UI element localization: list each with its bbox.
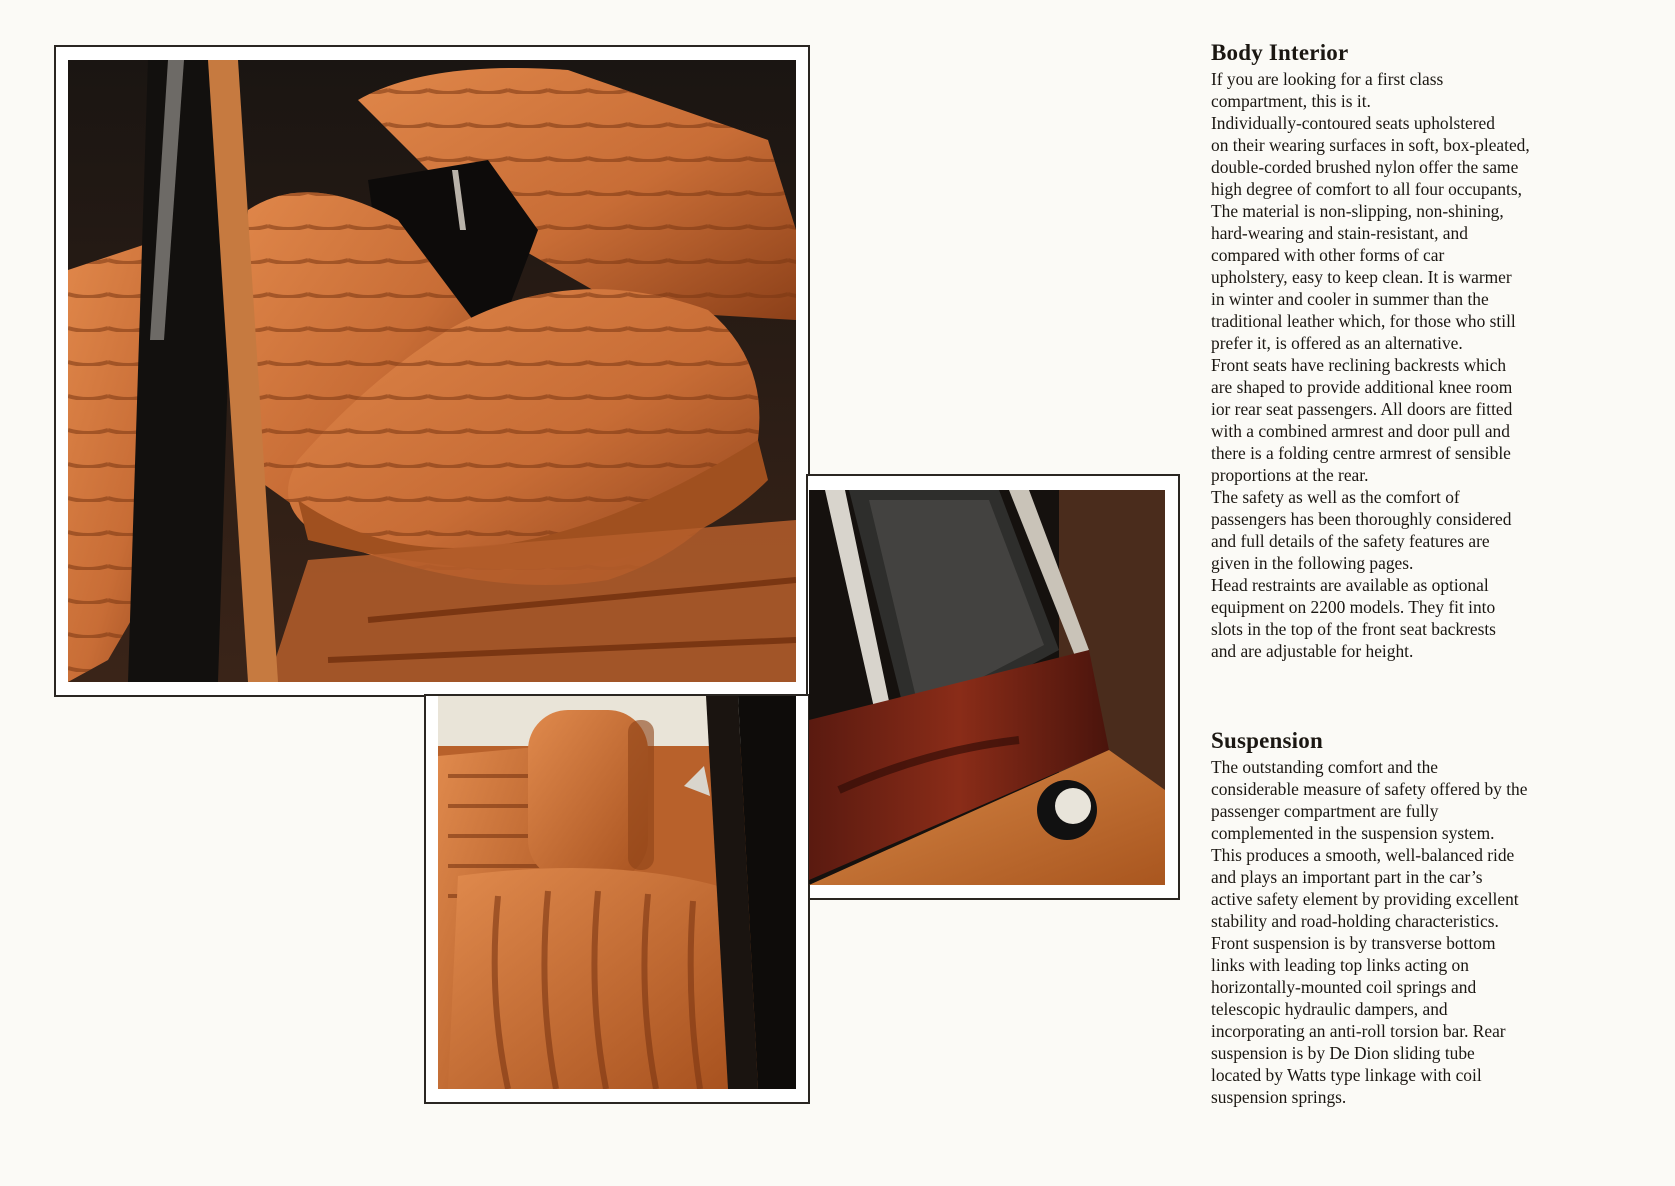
text-line: given in the following pages.	[1211, 553, 1414, 573]
text-line: Head restraints are available as optional	[1211, 575, 1489, 595]
text-line: traditional leather which, for those who still	[1211, 311, 1516, 331]
text-line: considerable measure of safety offered by the	[1211, 779, 1528, 799]
body-interior-heading: Body Interior	[1211, 40, 1349, 65]
text-line: suspension is by De Dion sliding tube	[1211, 1043, 1475, 1063]
text-line: links with leading top links acting on	[1211, 955, 1469, 975]
text-line: complemented in the suspension system.	[1211, 823, 1495, 843]
body-interior-text	[1211, 68, 1631, 662]
text-line: high degree of comfort to all four occupants,	[1211, 179, 1522, 199]
suspension-heading: Suspension	[1211, 728, 1323, 753]
text-line: double-corded brushed nylon offer the same	[1211, 157, 1519, 177]
rear-seat-photo	[438, 696, 796, 1089]
text-line: This produces a smooth, well-balanced ride	[1211, 845, 1515, 865]
text-line: with a combined armrest and door pull and	[1211, 421, 1510, 441]
text-line: The material is non-slipping, non-shining,	[1211, 201, 1504, 221]
text-line: on their wearing surfaces in soft, box-pleated,	[1211, 135, 1530, 155]
text-line: The safety as well as the comfort of	[1211, 487, 1460, 507]
text-line: upholstery, easy to keep clean. It is warmer	[1211, 267, 1512, 287]
text-line: compartment, this is it.	[1211, 91, 1371, 111]
text-line: slots in the top of the front seat backrests	[1211, 619, 1496, 639]
text-line: If you are looking for a first class	[1211, 69, 1444, 89]
text-line: and plays an important part in the car’s	[1211, 867, 1483, 887]
body-interior-section	[1211, 40, 1631, 662]
text-line: in winter and cooler in summer than the	[1211, 289, 1489, 309]
text-line: are shaped to provide additional knee room	[1211, 377, 1513, 397]
text-line: located by Watts type linkage with coil	[1211, 1065, 1482, 1085]
text-line: proportions at the rear.	[1211, 465, 1369, 485]
text-line: stability and road-holding characteristics.	[1211, 911, 1499, 931]
text-line: ior rear seat passengers. All doors are fitted	[1211, 399, 1513, 419]
text-line: and are adjustable for height.	[1211, 641, 1414, 661]
text-line: there is a folding centre armrest of sensible	[1211, 443, 1511, 463]
text-line: Individually-contoured seats upholstered	[1211, 113, 1495, 133]
text-line: The outstanding comfort and the	[1211, 757, 1438, 777]
text-line: Front seats have reclining backrests which	[1211, 355, 1507, 375]
text-line: passenger compartment are fully	[1211, 801, 1439, 821]
text-line: Front suspension is by transverse bottom	[1211, 933, 1496, 953]
text-line: hard-wearing and stain-resistant, and	[1211, 223, 1468, 243]
text-line: active safety element by providing excellent	[1211, 889, 1519, 909]
front-seat-photo	[68, 60, 796, 682]
text-line: horizontally-mounted coil springs and	[1211, 977, 1477, 997]
suspension-text	[1211, 756, 1631, 1108]
text-line: telescopic hydraulic dampers, and	[1211, 999, 1448, 1019]
suspension-section	[1211, 728, 1631, 1108]
door-window-photo	[809, 490, 1165, 885]
text-line: compared with other forms of car	[1211, 245, 1445, 265]
text-line: prefer it, is offered as an alternative.	[1211, 333, 1463, 353]
text-line: incorporating an anti-roll torsion bar. Rear	[1211, 1021, 1506, 1041]
text-line: suspension springs.	[1211, 1087, 1347, 1107]
text-line: equipment on 2200 models. They fit into	[1211, 597, 1496, 617]
text-line: passengers has been thoroughly considered	[1211, 509, 1512, 529]
text-line: and full details of the safety features are	[1211, 531, 1490, 551]
